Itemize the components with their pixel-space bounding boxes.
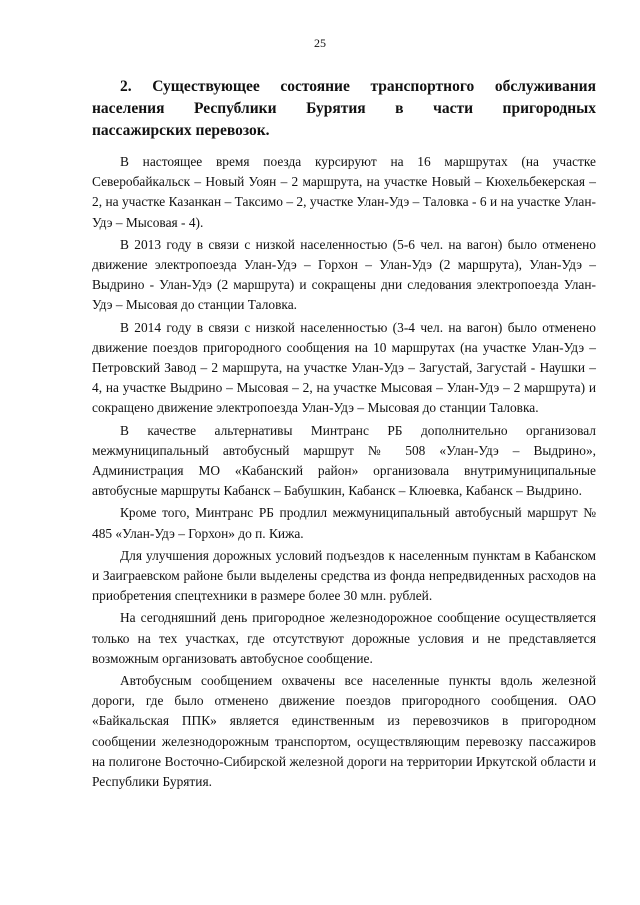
- paragraph: Автобусным сообщением охвачены все населенные пункты вдоль железной дороги, где было отменено движение поездов пригородного сообщения. ОАО «Байкальская ППК» является единственным из перевозчиков в пригородном сообщении железнодорожным транспортом, осуществляющим перевозку пассажиров на полигоне Восточно-Сибирской железной дороги на территории Иркутской области и Республики Бурятия.: [92, 673, 596, 790]
- paragraph: Кроме того, Минтранс РБ продлил межмуниципальный автобусный маршрут № 485 «Улан-Удэ – Горхон» до п. Кижа.: [92, 505, 596, 541]
- heading-line-3: пассажирских перевозок.: [92, 122, 270, 139]
- page-number: 25: [314, 36, 326, 50]
- paragraph: В настоящее время поезда курсируют на 16 маршрутах (на участке Северобайкальск – Новый Уоян – 2 маршрута, на участке Новый – Кюхельбекерская – 2, на участке Казанкан – Таксимо – 2, участке Улан-Удэ – Таловка - 6 и на участке Улан-Удэ – Мысовая - 4).: [92, 154, 596, 230]
- paragraph: В 2014 году в связи с низкой населенностью (3-4 чел. на вагон) было отменено движение поездов пригородного сообщения на 10 маршрутах (на участке Улан-Удэ – Петровский Завод – 2 маршрута, на участке Улан-Удэ – Загустай, Загустай - Наушки – 4, на участке Выдрино – Мысовая – 2, на участке Мысовая – Улан-Удэ – 2 маршрута) и сокращено движение электропоезда Улан-Удэ – Мысовая до станции Таловка.: [92, 319, 596, 416]
- document-body: [92, 152, 596, 794]
- heading-line-2: населения Республики Бурятия в части пригородных: [92, 100, 596, 117]
- section-heading: [92, 76, 596, 142]
- paragraph: В 2013 году в связи с низкой населенностью (5-6 чел. на вагон) было отменено движение электропоезда Улан-Удэ – Горхон – Улан-Удэ (2 маршрута), Улан-Удэ – Выдрино - Улан-Удэ (2 маршрута) и сокращены дни следования электропоезда Улан-Удэ – Мысовая до станции Таловка.: [92, 236, 596, 313]
- paragraph: На сегодняшний день пригородное железнодорожное сообщение осуществляется только на тех участках, где отсутствуют дорожные условия и не представляется возможным организовать автобусное сообщение.: [92, 610, 596, 666]
- heading-line-1: 2. Существующее состояние транспортного обслуживания: [120, 78, 596, 95]
- paragraph: Для улучшения дорожных условий подъездов к населенным пунктам в Кабанском и Заиграевском районе были выделены средства из фонда непредвиденных расходов на приобретения спецтехники в размере более 30 млн. рублей.: [92, 547, 596, 604]
- paragraph: В качестве альтернативы Минтранс РБ дополнительно организовал межмуниципальный автобусный маршрут № 508 «Улан-Удэ – Выдрино», Администрация МО «Кабанский район» организовала внутримуниципальные автобусные маршруты Кабанск – Бабушкин, Кабанск – Клюевка, Кабанск – Выдрино.: [92, 422, 596, 499]
